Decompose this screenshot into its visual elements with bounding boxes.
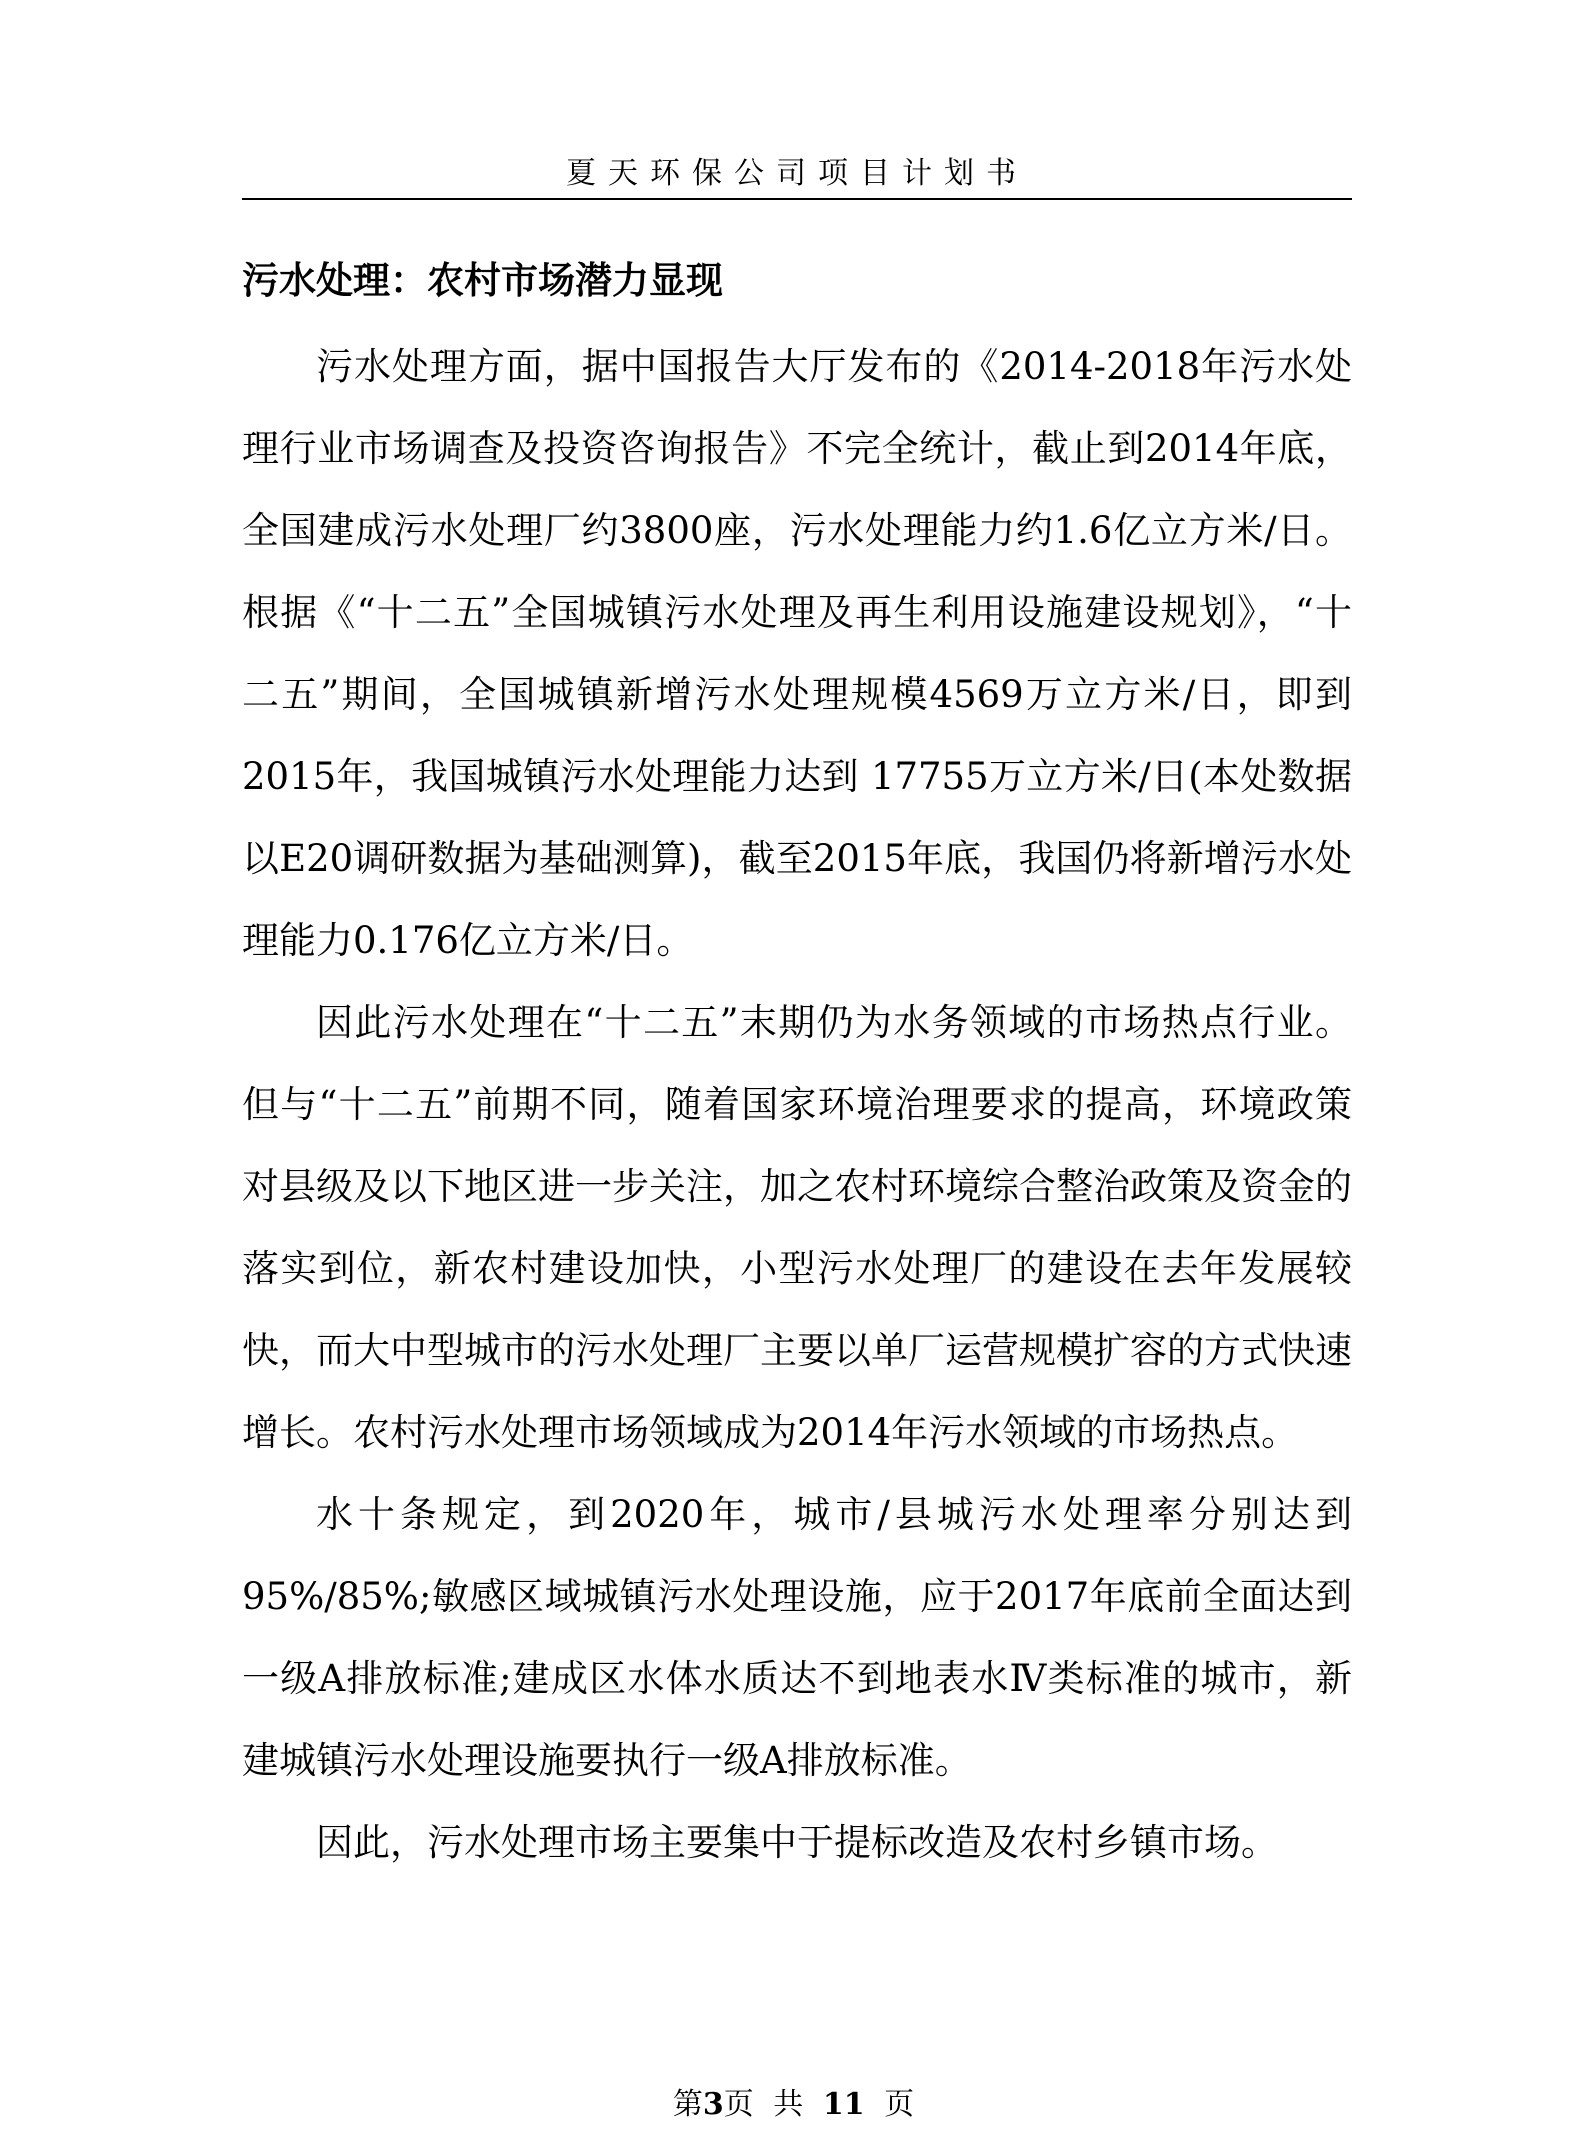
footer-prefix: 第	[672, 2087, 703, 2122]
paragraph-1: 污水处理方面，据中国报告大厅发布的《2014-2018年污水处理行业市场调查及投资咨询报告》不完全统计，截止到2014年底，全国建成污水处理厂约3800座，污水处理能力约1.6亿立方米/日。根据《“十二五”全国城镇污水处理及再生利用设施建设规划》，“十二五”期间，全国城镇新增污水处理规模4569万立方米/日，即到2015年，我国城镇污水处理能力达到 17755万立方米/日(本处数据以E20调研数据为基础测算)，截至2015年底，我国仍将新增污水处理能力0.176亿立方米/日。	[242, 345, 1352, 962]
footer-page-unit: 页	[723, 2087, 754, 2122]
document-body	[242, 244, 1352, 1884]
footer-total-suffix: 页	[884, 2087, 915, 2122]
footer-total-prefix: 共	[773, 2087, 804, 2122]
footer-total-pages: 11	[822, 2087, 865, 2122]
paragraph-3: 水十条规定，到2020年，城市/县城污水处理率分别达到95%/85%;敏感区域城镇污水处理设施，应于2017年底前全面达到一级A排放标准;建成区水体水质达不到地表水Ⅳ类标准的城市，新建城镇污水处理设施要执行一级A排放标准。	[242, 1493, 1352, 1782]
paragraph-2: 因此污水处理在“十二五”末期仍为水务领域的市场热点行业。但与“十二五”前期不同，随着国家环境治理要求的提高，环境政策对县级及以下地区进一步关注，加之农村环境综合整治政策及资金的落实到位，新农村建设加快，小型污水处理厂的建设在去年发展较快，而大中型城市的污水处理厂主要以单厂运营规模扩容的方式快速增长。农村污水处理市场领域成为2014年污水领域的市场热点。	[242, 1001, 1352, 1454]
footer-current-page: 3	[702, 2087, 724, 2122]
page-header-title: 夏天环保公司项目计划书	[566, 156, 1028, 191]
paragraph-4: 因此，污水处理市场主要集中于提标改造及农村乡镇市场。	[316, 1821, 1278, 1864]
page-footer	[0, 2080, 1587, 2130]
header-divider	[242, 198, 1352, 200]
section-heading: 污水处理：农村市场潜力显现	[242, 258, 723, 302]
